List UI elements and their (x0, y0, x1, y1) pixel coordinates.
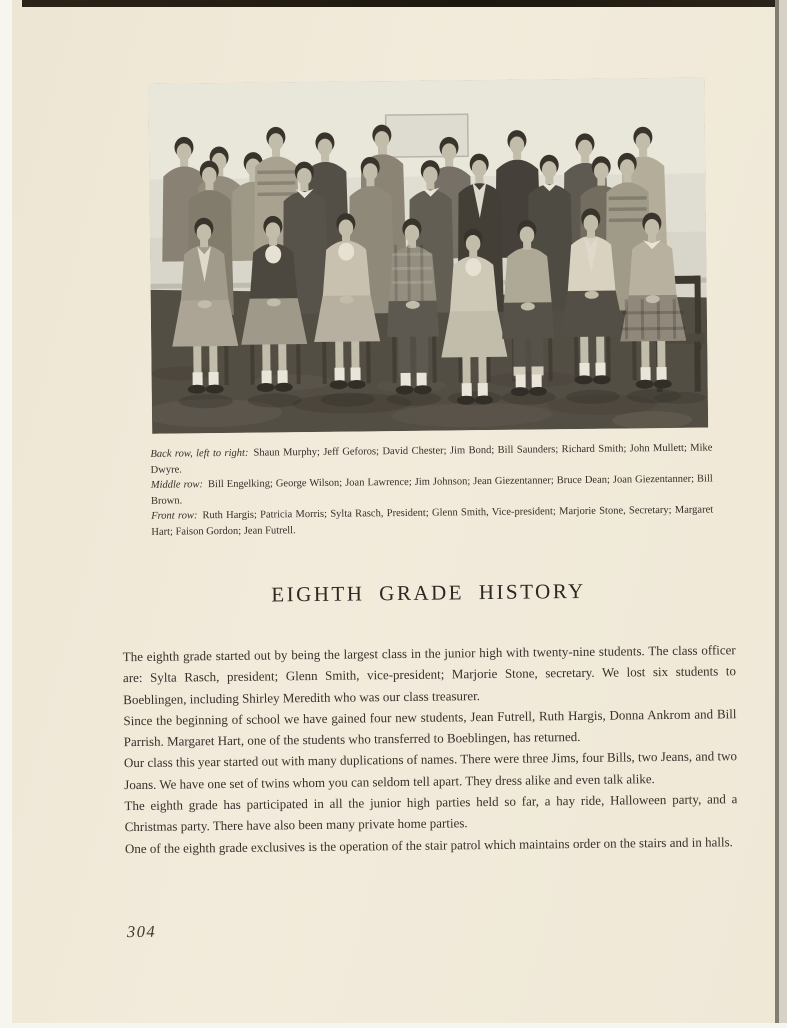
caption-row-label: Middle row: (150, 479, 204, 492)
paragraph: The eighth grade has participated in all the junior high parties held so far, a hay ride, Halloween party, and a Christmas party. There have also been many private home parties. (124, 791, 738, 835)
photo-caption (150, 440, 713, 540)
page-title: EIGHTH GRADE HISTORY (271, 578, 586, 607)
caption-row-names: Shaun Murphy; Jeff Geforos; David Chester; Jim Bond; Bill Saunders; Richard Smith; John Mullett; Mike Dwyre. (150, 442, 713, 476)
history-text (123, 639, 738, 859)
caption-row-front (151, 503, 713, 541)
paragraph: Our class this year started out with many duplications of names. There were three Jims, four Bills, two Jeans, and two Joans. We have one set of twins whom you can seldom tell apart. They dress alike and even talk alike. (123, 748, 738, 792)
page-number: 304 (126, 921, 157, 942)
class-photo (148, 78, 708, 434)
caption-row-label: Back row, left to right: (150, 447, 249, 460)
caption-row-label: Front row: (151, 510, 198, 523)
paragraph: Since the beginning of school we have gained four new students, Jean Futrell, Ruth Hargis, Donna Ankrom and Bill Parrish. Margaret Hart, one of the students who transferred to Boeblingen, has returned. (123, 706, 737, 750)
caption-row-names: Bill Engelking; George Wilson; Joan Lawrence; Jim Johnson; Jean Giezentanner; Bruce Dean; Joan Giezentanner; Bill Brown. (150, 473, 713, 507)
paragraph: The eighth grade started out by being the largest class in the junior high with twenty-nine students. The class officer are: Sylta Rasch, president; Glenn Smith, vice-president; Marjorie Stone, secretary. We lost six students to Boeblingen, including Shirley Meredith who was our class treasurer. (122, 642, 737, 707)
caption-row-names: Ruth Hargis; Patricia Morris; Sylta Rasch, President; Glenn Smith, Vice-president; Marjorie Stone, Secretary; Margaret Hart; Faison Gordon; Jean Futrell. (151, 504, 714, 538)
paragraph: One of the eighth grade exclusives is the operation of the stair patrol which maintains order on the stairs and in halls. (124, 833, 733, 856)
